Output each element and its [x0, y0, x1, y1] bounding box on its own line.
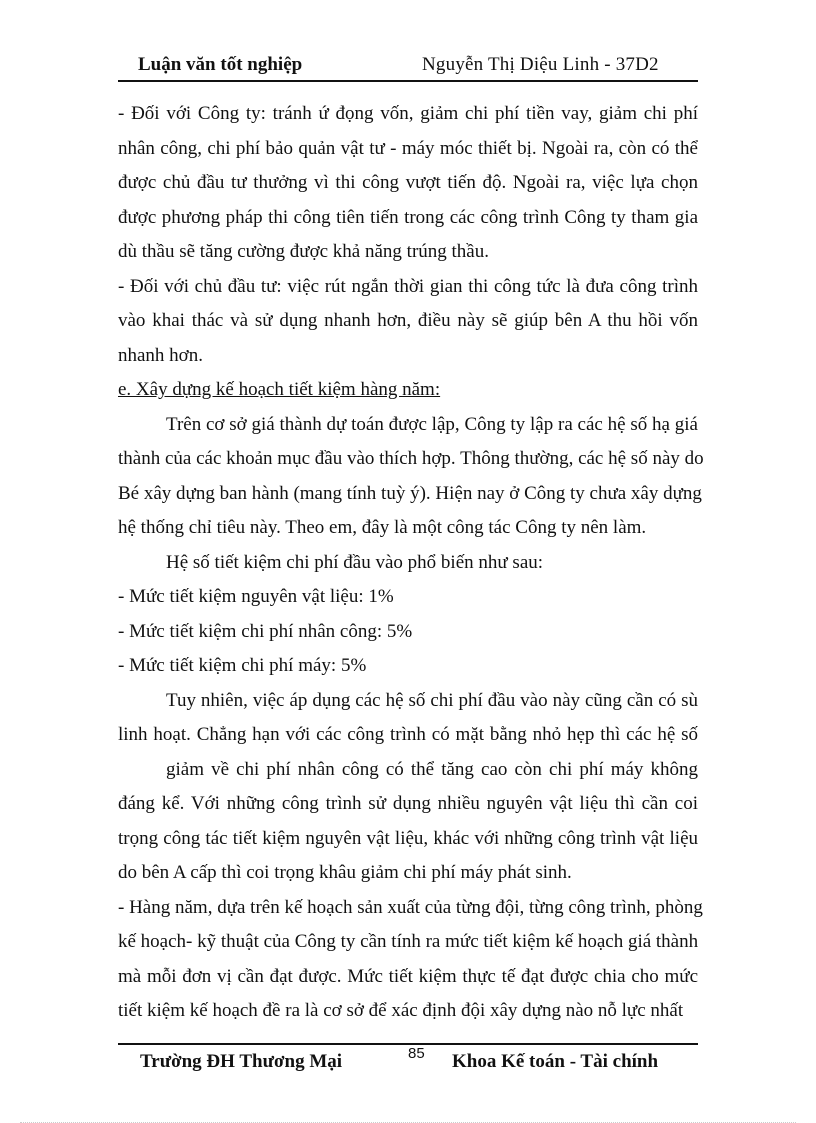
body-line: - Đối với Công ty: tránh ứ đọng vốn, giảm chi phí tiền vay, giảm chi phí [118, 103, 698, 124]
section-heading: e. Xây dựng kế hoạch tiết kiệm hàng năm: [118, 379, 441, 400]
list-item: - Mức tiết kiệm chi phí nhân công: 5% [118, 620, 413, 642]
body-line: được phương pháp thi công tiên tiến trong các công trình Công ty tham gia [118, 206, 698, 228]
body-line: nhân công, chi phí bảo quản vật tư - máy móc thiết bị. Ngoài ra, còn có thể [118, 137, 698, 159]
header-thesis-title: Luận văn tốt nghiệp [138, 54, 303, 75]
body-line: - Đối với chủ đầu tư: việc rút ngắn thời gian thi công tức là đưa công trình [118, 275, 698, 297]
body-line: vào khai thác và sử dụng nhanh hơn, điều này sẽ giúp bên A thu hồi vốn [118, 310, 698, 331]
body-line: - Hàng năm, dựa trên kế hoạch sản xuất của từng đội, từng công trình, phòng [118, 896, 703, 918]
page-number: 85 [408, 1045, 425, 1062]
body-line: hệ thống chỉ tiêu này. Theo em, đây là một công tác Công ty nên làm. [118, 517, 647, 538]
body-line: được chủ đầu tư thưởng vì thi công vượt tiến độ. Ngoài ra, việc lựa chọn [118, 172, 698, 193]
body-line: Trên cơ sở giá thành dự toán được lập, Công ty lập ra các hệ số hạ giá [166, 413, 698, 435]
body-line: tiết kiệm kế hoạch đề ra là cơ sở để xác định đội xây dựng nào nỗ lực nhất [118, 1000, 684, 1021]
body-line: nhanh hơn. [118, 344, 203, 366]
list-item: - Mức tiết kiệm nguyên vật liệu: 1% [118, 586, 394, 607]
body-line: đáng kể. Với những công trình sử dụng nhiều nguyên vật liệu thì cần coi [118, 793, 698, 814]
body-line: dù thầu sẽ tăng cường được khả năng trúng thầu. [118, 241, 489, 262]
body-line: trọng công tác tiết kiệm nguyên vật liệu, khác với những công trình vật liệu [118, 827, 698, 849]
footer-faculty: Khoa Kế toán - Tài chính [452, 1051, 659, 1072]
body-line: do bên A cấp thì coi trọng khâu giảm chi phí máy phát sinh. [118, 862, 572, 883]
body-line: Hệ số tiết kiệm chi phí đầu vào phổ biến như sau: [166, 551, 544, 573]
body-line: linh hoạt. Chẳng hạn với các công trình có mặt bằng nhỏ hẹp thì các hệ số [118, 724, 698, 745]
header-author: Nguyễn Thị Diệu Linh - 37D2 [422, 54, 659, 75]
footer-university: Trường ĐH Thương Mại [140, 1051, 343, 1072]
body-line: giảm về chi phí nhân công có thể tăng cao còn chi phí máy không [166, 758, 698, 780]
list-item: - Mức tiết kiệm chi phí máy: 5% [118, 655, 367, 676]
body-line: Bé xây dựng ban hành (mang tính tuỳ ý). Hiện nay ở Công ty chưa xây dựng [118, 482, 702, 504]
body-line: Tuy nhiên, việc áp dụng các hệ số chi phí đầu vào này cũng cần có sù [166, 689, 698, 711]
page-footer [118, 1045, 698, 1085]
page-header [118, 52, 698, 82]
body-line: thành của các khoản mục đầu vào thích hợp. Thông thường, các hệ số này do [118, 448, 704, 469]
body-line: mà mỗi đơn vị cần đạt được. Mức tiết kiệm thực tế đạt được chia cho mức [118, 965, 698, 987]
header-divider [118, 80, 698, 82]
body-text [118, 97, 704, 1029]
body-line: kế hoạch- kỹ thuật của Công ty cần tính ra mức tiết kiệm kế hoạch giá thành [118, 931, 699, 952]
